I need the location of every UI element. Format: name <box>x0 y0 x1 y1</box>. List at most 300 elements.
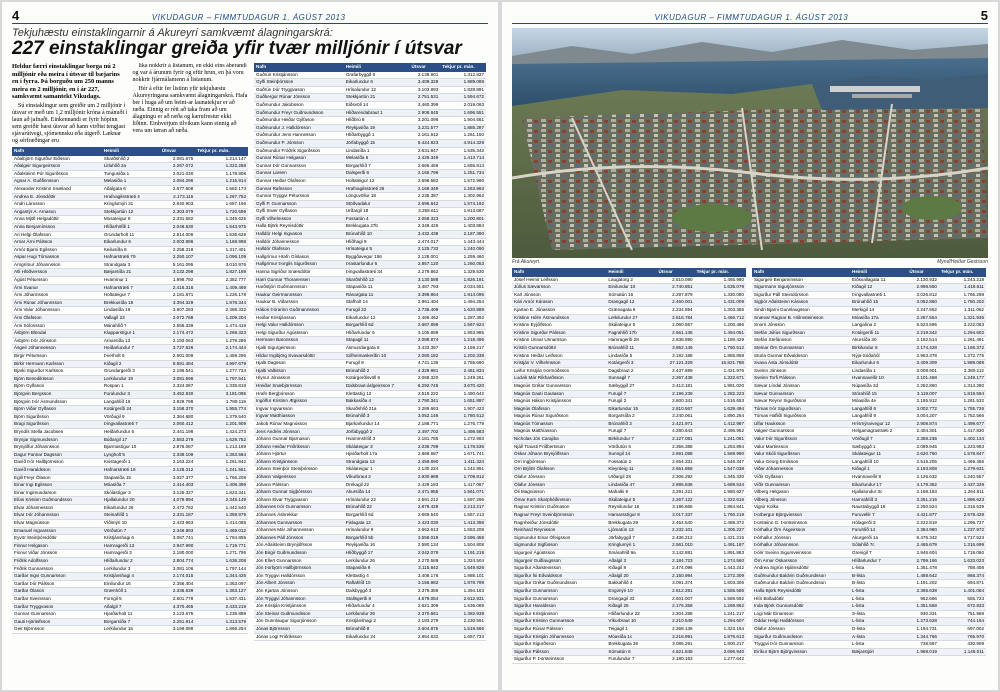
table-row <box>12 170 248 178</box>
cell-name: Geir Björnsson <box>12 626 102 634</box>
cell-income: 1.274.560 <box>695 557 746 565</box>
table-row <box>12 390 248 398</box>
cell-address: Aðalgata 6 <box>102 185 160 193</box>
cell-address: L-lista <box>850 641 907 649</box>
cell-name: Valur Skúli Sigurðsson <box>752 451 850 459</box>
cell-tax: 2.181.785 <box>410 436 441 444</box>
table-row <box>254 610 486 618</box>
table-row <box>752 557 986 565</box>
cell-tax: 2.561.135 <box>656 329 694 337</box>
table-row <box>12 178 248 186</box>
cell-name: Leifur Kristján Þormóðsson <box>512 367 606 375</box>
cell-income: 1.989.088 <box>939 360 986 368</box>
cell-address: Klapparstígur 1 <box>102 330 160 338</box>
cell-income: 1.431.009 <box>695 299 746 307</box>
cell-address: Langahlíð 10 <box>850 458 907 466</box>
cell-address: Hjarðarholt 17a <box>344 451 410 459</box>
cell-tax: 2.219.342 <box>907 329 939 337</box>
table-row <box>254 276 486 284</box>
cell-name: Gauti Hjörleifsson <box>12 618 102 626</box>
table-row <box>512 413 746 421</box>
cell-address: Hlíðarendabraut 1 <box>344 109 410 117</box>
table-row <box>752 322 986 330</box>
cell-name: Arngrímur Jóhannsson <box>12 261 102 269</box>
left-columns <box>12 63 488 641</box>
cell-name: Jón Birgir Guðmundsson <box>254 550 344 558</box>
cell-address: Langahlíð 9 <box>850 413 907 421</box>
cell-address: Hlíðarhöfði 1 <box>102 223 160 231</box>
cell-name: Guðmundur J. Halldórsson <box>254 124 344 132</box>
cell-income: 1.306.227 <box>695 527 746 535</box>
table-row <box>12 542 248 550</box>
cell-income: 1.474.419 <box>195 322 248 330</box>
cell-name: Halldór Jóhannesson <box>254 238 344 246</box>
cell-income: 697.002 <box>939 625 986 633</box>
cell-address: Núpasíða 2d <box>850 382 907 390</box>
cell-tax: 2.089.945 <box>907 443 939 451</box>
cell-name: Kristinn Hólm Ásmundsson <box>512 314 606 322</box>
cell-address: Merkigil 14 <box>850 306 907 314</box>
cell-tax: 2.591.212 <box>410 496 441 504</box>
table-row <box>254 329 486 337</box>
cell-income: 1.279.631 <box>939 466 986 474</box>
table-row <box>752 443 986 451</box>
cell-name: Guðmundur P. Jónsson <box>254 139 344 147</box>
cell-income: 1.294.607 <box>695 618 746 626</box>
cell-tax: 2.469.462 <box>410 314 441 322</box>
cell-name: Sindri Bjarni Gunnlaugsson <box>752 306 850 314</box>
cell-address: Sólheimaskerðin 10 <box>344 352 410 360</box>
cell-income: 1.271.795 <box>195 550 248 558</box>
cell-income: 1.885.287 <box>440 124 486 132</box>
cell-tax: 2.126.632 <box>907 474 939 482</box>
cell-address: Hvammur 1 <box>102 277 160 285</box>
cell-income: 1.443.242 <box>695 565 746 573</box>
table-row <box>254 466 486 474</box>
cell-tax: 2.174.015 <box>160 573 195 581</box>
cell-income: 1.277.642 <box>695 656 746 664</box>
cell-tax: 6.292.746 <box>410 382 441 390</box>
table-row <box>512 504 746 512</box>
cell-tax: 2.048.530 <box>160 223 195 231</box>
cell-name: Njáll Trausti Friðbertsson <box>512 443 606 451</box>
table-row <box>752 284 986 292</box>
header-name: Nafn <box>752 268 850 277</box>
cell-name: Ragnar Freyr Sveinbjörnsson <box>512 512 606 520</box>
cell-address: Hjarðarholt 11 <box>102 611 160 619</box>
cell-name: Ludvik Már Ríkharðsson <box>512 375 606 383</box>
cell-income: 1.671.741 <box>440 451 486 459</box>
cell-tax: 2.441.198 <box>160 428 195 436</box>
cell-name: Hreiðar Snæbjörnsson <box>254 382 344 390</box>
cell-tax: 2.267.554 <box>907 314 939 322</box>
cell-address: Vallagil 23 <box>102 315 160 323</box>
cell-address: Lindasíða 1 <box>850 367 907 375</box>
cell-tax: 2.425.349 <box>410 155 441 163</box>
cell-address: Stapasíða 9 <box>344 565 410 573</box>
table-row <box>512 481 746 489</box>
cell-address: A-lista <box>850 633 907 641</box>
cell-address: Furuhlíð 14 <box>850 527 907 535</box>
table-row <box>254 162 486 170</box>
table-row <box>254 481 486 489</box>
header-tax: Útsvar <box>410 63 441 72</box>
cell-income: 1.417.830 <box>939 428 986 436</box>
cell-income: 1.797.144 <box>195 565 248 573</box>
table-row <box>512 428 746 436</box>
cell-name: Guðmundur Freyr Guðmundsson <box>254 109 344 117</box>
cell-name: Jóhann Valgeirsson <box>254 474 344 482</box>
table-row <box>12 292 248 300</box>
cell-income: 2.437.329 <box>939 481 986 489</box>
cell-tax: 2.583.279 <box>160 436 195 444</box>
cell-tax: 2.297.879 <box>656 291 694 299</box>
running-head-left <box>12 8 488 24</box>
cell-name: Einar Ingimundarson <box>12 489 102 497</box>
cell-tax: 2.210.549 <box>656 618 694 626</box>
cell-tax: 2.799.166 <box>907 557 939 565</box>
cell-name: Ásbjörn Blöndal <box>12 330 102 338</box>
cell-address: Lerkilundur 15 <box>102 626 160 634</box>
cell-income: 1.561.071 <box>440 489 486 497</box>
cell-income: 1.223.993 <box>939 443 986 451</box>
cell-name: Agnar A. Guðfinnsson <box>12 178 102 186</box>
table-row <box>254 382 486 390</box>
cell-tax: 3.026.812 <box>907 291 939 299</box>
cell-income: 1.269.862 <box>695 603 746 611</box>
cell-tax: 1.273.628 <box>907 618 939 626</box>
cell-tax: 4.741.136 <box>410 360 441 368</box>
cell-address: Grænagata 6 <box>606 306 656 314</box>
cell-tax: 2.515.205 <box>907 458 939 466</box>
cell-address: Ljómatún 13 <box>606 527 656 535</box>
table-row <box>254 413 486 421</box>
cell-name: Sigurður Pálsson <box>512 648 606 656</box>
cell-address: Brúnahlíð 22 <box>344 504 410 512</box>
cell-income: 1.465.980 <box>695 277 746 284</box>
table-row <box>512 641 746 649</box>
cell-tax: 2.081.675 <box>160 156 195 163</box>
cell-name: Magnús Matthíasson <box>512 428 606 436</box>
cell-name: Hlín Bolladóttir <box>752 595 850 603</box>
cell-income: 1.243.218 <box>939 277 986 284</box>
cell-tax: 2.150.994 <box>656 572 694 580</box>
cell-income: 1.409.469 <box>195 284 248 292</box>
cell-income: 1.499.677 <box>939 420 986 428</box>
cell-address: Stórahlíð 15 <box>850 390 907 398</box>
cell-tax: 2.474.096 <box>656 565 694 573</box>
cell-address: Mosateigur 9 <box>102 216 160 224</box>
table-row <box>512 322 746 330</box>
cell-income: 1.459.296 <box>195 353 248 361</box>
cell-address: Eikarlundur 12 <box>344 314 410 322</box>
cell-tax: 5.161.095 <box>160 261 195 269</box>
cell-tax: 4.621.845 <box>656 648 694 656</box>
cell-name: Eyvör Steinþórsdóttir <box>12 535 102 543</box>
cell-income: 1.555.586 <box>695 587 746 595</box>
cell-name: Sigurður Guðmundsson <box>752 633 850 641</box>
table-row <box>512 344 746 352</box>
cell-tax: 3.156.982 <box>410 580 441 588</box>
cell-name: Valur Þór Sigurðsson <box>752 436 850 444</box>
table-row <box>752 360 986 368</box>
cell-name: Jóhannes Þór Gunnarsson <box>254 504 344 512</box>
cell-address: Kvistagerði 1 <box>102 459 160 467</box>
table-row <box>512 656 746 664</box>
cell-income: 1.363.097 <box>195 580 248 588</box>
cell-tax: 2.604.875 <box>410 625 441 633</box>
cell-income: 1.314.280 <box>939 382 986 390</box>
cell-name: Jón Tryggvi Halldórsson <box>254 572 344 580</box>
table-row <box>254 322 486 330</box>
cell-tax: 2.472.782 <box>160 504 195 512</box>
cell-address: Hrafnagilsstræti 4 <box>102 193 160 201</box>
cell-name: Jón Albert Jónsson <box>254 580 344 588</box>
cell-income: 1.323.164 <box>695 625 746 633</box>
page-number-right: 5 <box>980 8 988 23</box>
cell-tax: 2.416.316 <box>160 284 195 292</box>
cell-income: 1.412.987 <box>695 420 746 428</box>
cell-income: 1.317.401 <box>195 246 248 254</box>
cell-tax: 2.667.698 <box>410 322 441 330</box>
cell-tax: 2.003.996 <box>160 239 195 247</box>
cell-name: Elvar Jóhannesson <box>12 504 102 512</box>
cell-address: Furuvellir 7 <box>850 512 907 520</box>
cell-income: 1.547.038 <box>695 466 746 474</box>
cell-income: 1.720.599 <box>195 208 248 216</box>
cell-name: Gunnar Þór Gunnarsson <box>254 162 344 170</box>
cell-name: Sigurgeir Benjamínsson <box>752 277 850 284</box>
cell-tax: 2.267.072 <box>160 163 195 171</box>
table-row <box>752 633 986 641</box>
cell-income: 744.164 <box>939 618 986 626</box>
cell-tax: 3.291.221 <box>656 489 694 497</box>
cell-name: Jens Andrés Jónsson <box>254 428 344 436</box>
cell-tax: 2.423.963 <box>160 520 195 528</box>
cell-name: Björgvin Þór Ásmundsson <box>12 398 102 406</box>
table-row <box>12 527 248 535</box>
cell-address: Skálateigur 3 <box>344 443 410 451</box>
table-row <box>752 595 986 603</box>
table-row <box>752 641 986 649</box>
cell-name: Sigurður Gunnarsson <box>512 595 606 603</box>
cell-name: Andrea E. Jónsdóttir <box>12 193 102 201</box>
cell-name: Jóhann Steinþór Steinþórsson <box>254 466 344 474</box>
table-row <box>752 489 986 497</box>
cell-income: 2.034.551 <box>440 284 486 292</box>
cell-address: Raftahlíð 10 <box>344 580 410 588</box>
cell-name: Hjalti Sigurgeirsson <box>254 344 344 352</box>
cell-income: 1.272.993 <box>440 436 486 444</box>
table-row <box>12 254 248 262</box>
cell-name: Ragnar Kristinn Guðmason <box>512 504 606 512</box>
cell-income: 1.253.894 <box>695 443 746 451</box>
cell-tax: 2.268.136 <box>656 625 694 633</box>
table-row <box>254 238 486 246</box>
table-row <box>752 534 986 542</box>
table-row <box>12 436 248 444</box>
cell-name: Davíð Þór Hallbjörnsson <box>12 459 102 467</box>
table-row <box>752 390 986 398</box>
table-row <box>752 337 986 345</box>
cell-tax: 2.193.063 <box>160 337 195 345</box>
cell-address: Hrísalundur 8 <box>344 527 410 535</box>
cell-tax: 2.165.796 <box>410 170 441 178</box>
cell-tax: 2.436.212 <box>656 534 694 542</box>
cell-income: 1.491.187 <box>695 542 746 550</box>
cell-tax: 2.130.932 <box>907 277 939 284</box>
cell-address: Kringlumýri 1 <box>606 542 656 550</box>
cell-income: 1.200.801 <box>440 215 486 223</box>
cell-income: 1.349.625 <box>195 216 248 224</box>
cell-income: 1.519.566 <box>440 625 486 633</box>
cell-address: Kristjánshagi 6 <box>102 535 160 543</box>
cell-address: Melasíða 6 <box>344 155 410 163</box>
cell-income: 1.168.998 <box>195 239 248 247</box>
cell-tax: 2.930.988 <box>410 474 441 482</box>
cell-address: Dalsbraut-áslgeirsson 7 <box>344 382 410 390</box>
cell-income: 3.670.420 <box>440 382 486 390</box>
table-row <box>254 155 486 163</box>
cell-tax: 2.838.890 <box>656 337 694 345</box>
header-income: Tekjur pr. mán. <box>195 147 248 156</box>
cell-name: Jón Steinar Guðmundsson <box>254 610 344 618</box>
cell-income: 1.324.504 <box>440 557 486 565</box>
cell-income: 1.313.579 <box>195 618 248 626</box>
table-row <box>254 420 486 428</box>
cell-tax: 2.423.030 <box>410 519 441 527</box>
cell-tax: 2.234.894 <box>656 306 694 314</box>
cell-tax: 2.696.582 <box>410 177 441 185</box>
cell-name: Jóhann Heiðar Friðriksson <box>254 443 344 451</box>
cell-income: 2.159.217 <box>440 344 486 352</box>
cell-name: Jóhann Hjörtur <box>254 451 344 459</box>
table-row <box>254 139 486 147</box>
cell-tax: 2.123.675 <box>160 611 195 619</box>
cell-income: 1.241.081 <box>695 436 746 444</box>
cell-tax: 2.691.088 <box>656 451 694 459</box>
cell-tax: 2.414.403 <box>160 482 195 490</box>
cell-tax: 2.669.540 <box>410 512 441 520</box>
cell-tax: 2.250.524 <box>907 504 939 512</box>
cell-tax: 3.119.007 <box>907 390 939 398</box>
table-row <box>752 352 986 360</box>
table-row <box>12 223 248 231</box>
cell-name: Oddur Helgi Halldórsson <box>752 618 850 626</box>
cell-tax: 3.199.088 <box>160 626 195 634</box>
cell-name: Kristján V. Vilhelmsson <box>512 360 606 368</box>
cell-name: Stefán Júlíus Sigurðsson <box>752 329 850 337</box>
cell-name: Sigurgeir Ágústsson <box>512 549 606 557</box>
table-row <box>752 648 986 656</box>
cell-name: Garðar Sveinsson <box>12 596 102 604</box>
cell-name: Gunnar Rafnsson <box>254 185 344 193</box>
cell-address: Melasíða 1 <box>102 178 160 186</box>
cell-name: Gunnar Tryggvi Pétursson <box>254 193 344 201</box>
cell-tax: 2.501.009 <box>160 353 195 361</box>
cell-tax: 3.125.327 <box>160 489 195 497</box>
cell-income: 1.639.494 <box>695 405 746 413</box>
table-row <box>254 405 486 413</box>
table-row <box>752 367 986 375</box>
cell-income: 1.344.426 <box>195 573 248 581</box>
cell-income: 1.322.671 <box>695 375 746 383</box>
cell-name: Anna Benjamínsson <box>12 223 102 231</box>
cell-tax: 2.042.079 <box>410 550 441 558</box>
table-row <box>12 618 248 626</box>
cell-name: Ólafur Jónsson <box>512 474 606 482</box>
cell-name: Þórhallur Jóhannsson <box>752 542 850 550</box>
cell-tax: 2.174.428 <box>907 344 939 352</box>
cell-name: Guðbergur Rúnar Jónsson <box>254 94 344 102</box>
cell-address: Lyngholt 5 <box>102 451 160 459</box>
cell-tax: 2.497.702 <box>410 428 441 436</box>
cell-income: 1.276.779 <box>440 420 486 428</box>
table-row <box>254 603 486 611</box>
table-row <box>12 185 248 193</box>
table-row <box>752 519 986 527</box>
cell-income: 694.871 <box>939 580 986 588</box>
table-row <box>254 572 486 580</box>
cell-name: Finnur Viðar Jónsson <box>12 550 102 558</box>
cell-address: Brekkugata 29 <box>606 519 656 527</box>
table-row <box>512 375 746 383</box>
header-address: Heimili <box>850 268 907 277</box>
table-row <box>12 375 248 383</box>
cell-name: Sigurður Kristjánsson <box>512 610 606 618</box>
cell-income: 1.200.486 <box>695 322 746 330</box>
table-row <box>512 519 746 527</box>
cell-tax: 1.191.202 <box>907 580 939 588</box>
cell-tax: 2.751.531 <box>410 94 441 102</box>
cell-income: 1.466.712 <box>695 314 746 322</box>
header-income: Tekjur pr. mán. <box>695 268 746 277</box>
table-row <box>12 299 248 307</box>
cell-tax: 2.084.296 <box>160 178 195 186</box>
cell-income: 1.302.962 <box>440 193 486 201</box>
cell-address: Brekkugata 36 <box>606 641 656 649</box>
cell-tax: 4.421.877 <box>907 512 939 520</box>
cell-address: Þingvallastræti 34 <box>344 269 410 277</box>
cell-tax: 3.558.019 <box>410 534 441 542</box>
table-row <box>254 291 486 299</box>
cell-name: Árni Jóhannsson <box>12 292 102 300</box>
cell-tax: 2.868.687 <box>410 451 441 459</box>
cell-tax: 3.408.176 <box>410 572 441 580</box>
cell-name: Óskar Jóhann Brynjólfsson <box>512 451 606 459</box>
cell-income: 1.261.532 <box>939 398 986 406</box>
cell-tax: 4.280.643 <box>656 428 694 436</box>
cell-name: Arnar Árni Pálsson <box>12 239 102 247</box>
cell-income: 1.913.687 <box>440 208 486 216</box>
table-row <box>752 565 986 573</box>
cell-income: 1.574.192 <box>440 200 486 208</box>
cell-address: Lerkilundur 19 <box>102 375 160 383</box>
table-row <box>512 618 746 626</box>
cell-address: Hafnarstræti 79 <box>102 254 160 262</box>
cell-name: Guðmundur Baldvin Guðmundsson <box>752 572 850 580</box>
cell-name: Sigurður Kristinn Gunnarsson <box>512 618 606 626</box>
cell-name: Garðar Ingvi Gunnarsson <box>12 573 102 581</box>
cell-name: Sigurður P. Þorsteinsson <box>512 656 606 664</box>
table-row <box>254 101 486 109</box>
cell-address: Bæjarstjóri <box>850 648 907 656</box>
table-row <box>12 466 248 474</box>
cell-address: Stöðvadalur <box>344 200 410 208</box>
cell-address: Sunngil 14 <box>606 451 656 459</box>
cell-income: 1.490.642 <box>440 390 486 398</box>
cell-tax: 2.840.903 <box>160 201 195 209</box>
